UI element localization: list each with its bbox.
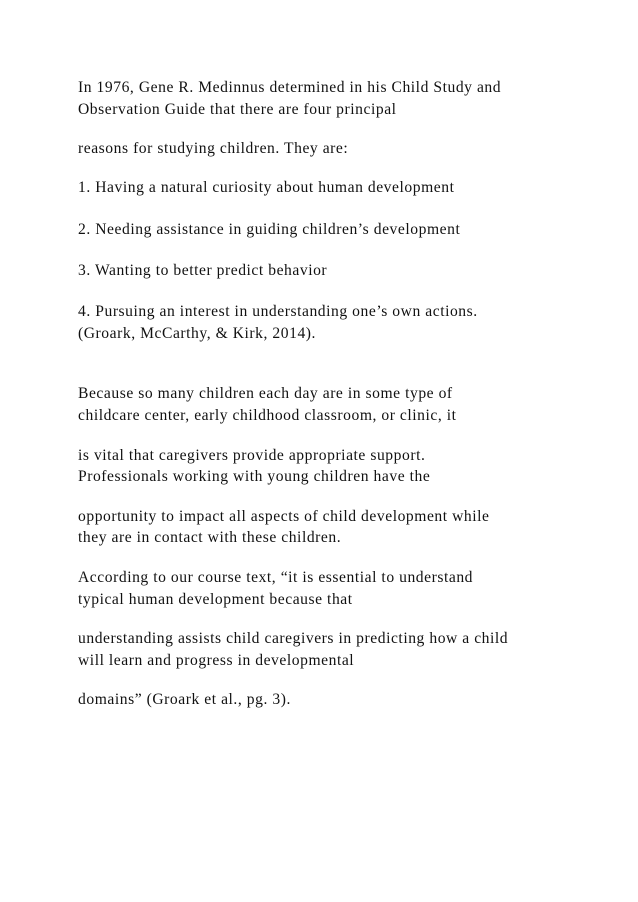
text-line: 3. Wanting to better predict behavior [78,262,328,279]
text-line: 1. Having a natural curiosity about human development [78,179,455,196]
text-line: childcare center, early childhood classroom, or clinic, it [78,407,457,424]
text-line: is vital that caregivers provide appropriate support. [78,447,426,464]
text-line: Professionals working with young children have the [78,468,431,485]
text-line: (Groark, McCarthy, & Kirk, 2014). [78,325,316,342]
text-line: domains” (Groark et al., pg. 3). [78,691,291,708]
text-line: reasons for studying children. They are: [78,140,349,157]
text-line: understanding assists child caregivers in predicting how a child [78,630,509,647]
text-line: opportunity to impact all aspects of child development while [78,508,490,525]
text-line: will learn and progress in developmental [78,652,355,669]
text-line: Observation Guide that there are four principal [78,101,397,118]
text-line: 4. Pursuing an interest in understanding one’s own actions. [78,303,478,320]
text-line: Because so many children each day are in some type of [78,385,453,402]
text-line: According to our course text, “it is essential to understand [78,569,474,586]
text-line: 2. Needing assistance in guiding children’s development [78,221,461,238]
text-line: typical human development because that [78,591,353,608]
text-line: In 1976, Gene R. Medinnus determined in his Child Study and [78,79,502,96]
text-line: they are in contact with these children. [78,529,342,546]
